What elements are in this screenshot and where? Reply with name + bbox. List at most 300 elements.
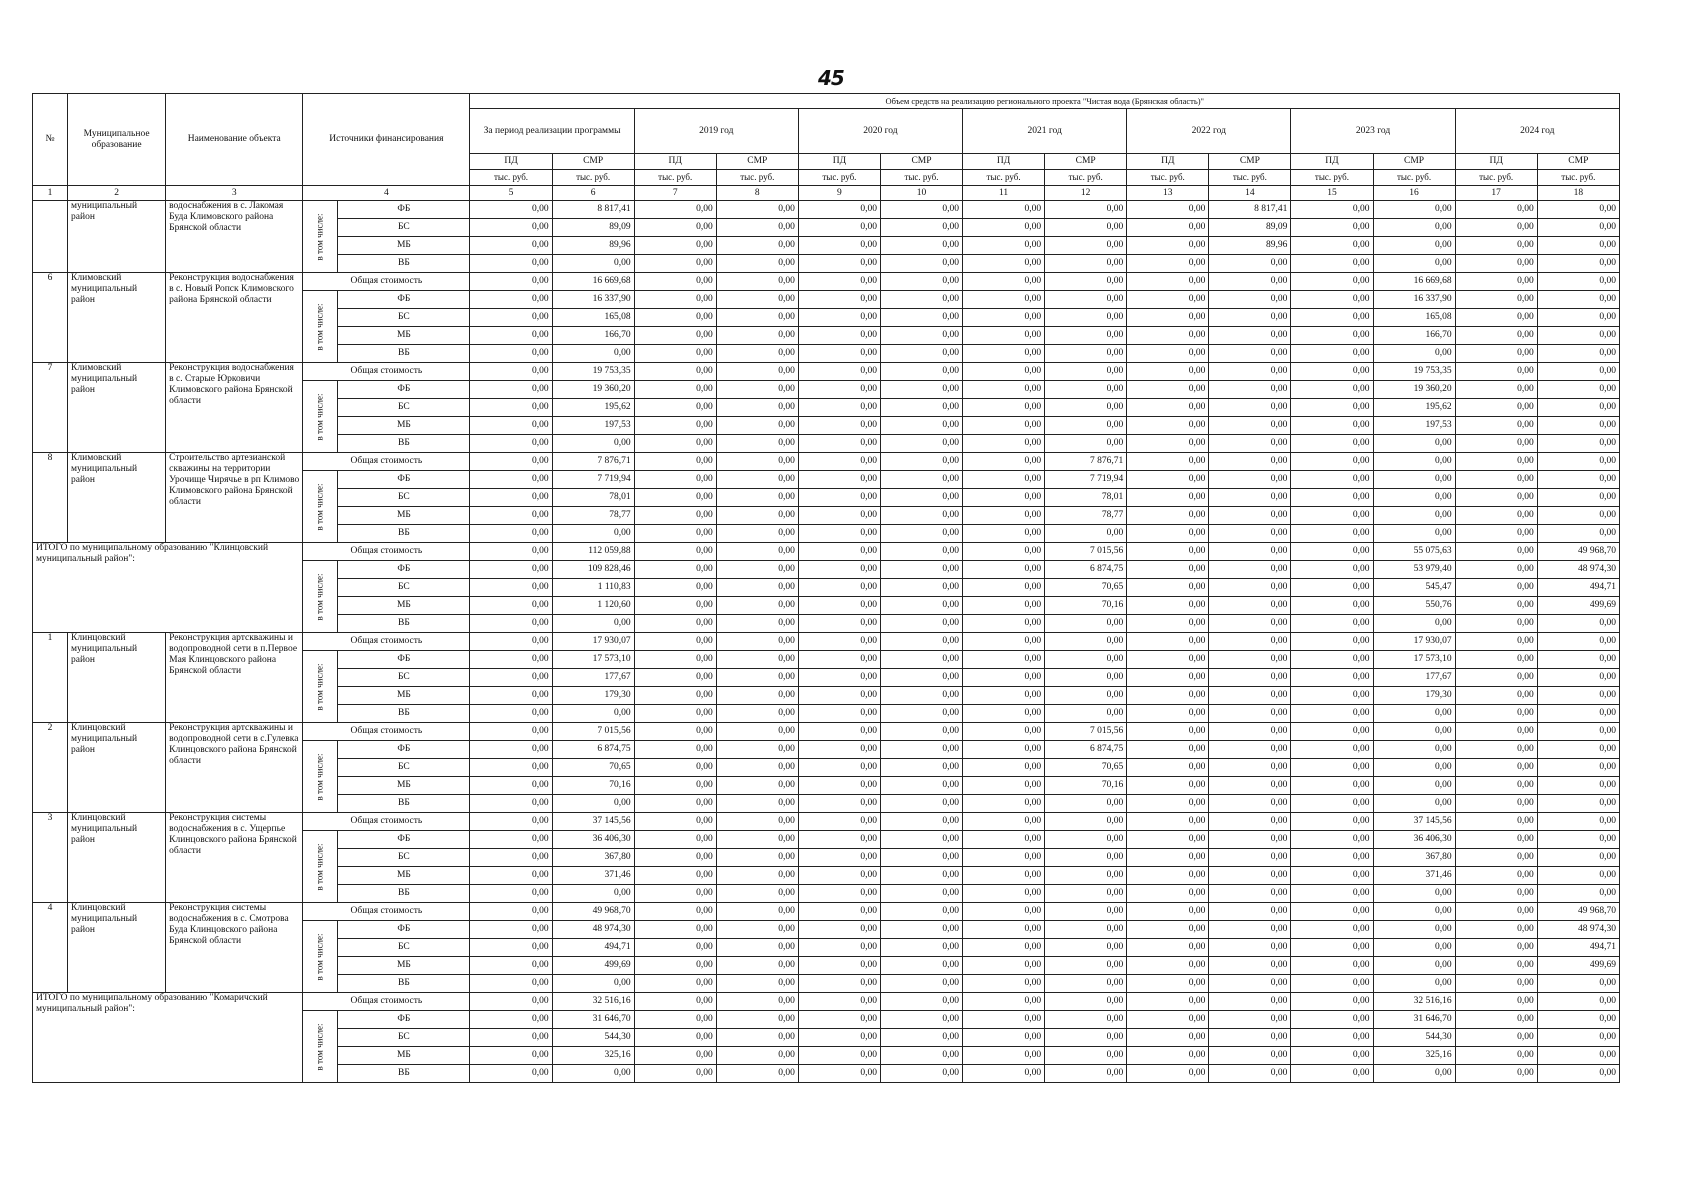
value-cell: 0,00 bbox=[1045, 669, 1127, 687]
value-cell: 0,00 bbox=[716, 1029, 798, 1047]
value-cell: 0,00 bbox=[1455, 435, 1537, 453]
value-cell: 0,00 bbox=[716, 615, 798, 633]
value-cell: 0,00 bbox=[963, 957, 1045, 975]
value-cell: 0,00 bbox=[1291, 651, 1373, 669]
total-cost-label: Общая стоимость bbox=[303, 363, 470, 381]
value-cell: 0,00 bbox=[1291, 777, 1373, 795]
value-cell: 0,00 bbox=[470, 417, 552, 435]
row-number: 3 bbox=[33, 813, 68, 903]
funding-source: МБ bbox=[338, 867, 470, 885]
value-cell: 0,00 bbox=[1209, 795, 1291, 813]
value-cell: 0,00 bbox=[1373, 453, 1455, 471]
value-cell: 0,00 bbox=[1537, 615, 1619, 633]
value-cell: 0,00 bbox=[1209, 525, 1291, 543]
value-cell: 371,46 bbox=[552, 867, 634, 885]
value-cell: 0,00 bbox=[798, 237, 880, 255]
value-cell: 0,00 bbox=[1045, 867, 1127, 885]
value-cell: 0,00 bbox=[470, 435, 552, 453]
value-cell: 0,00 bbox=[880, 381, 962, 399]
value-cell: 0,00 bbox=[1455, 453, 1537, 471]
value-cell: 0,00 bbox=[634, 1065, 716, 1083]
value-cell: 0,00 bbox=[963, 381, 1045, 399]
value-cell: 0,00 bbox=[1045, 849, 1127, 867]
value-cell: 0,00 bbox=[1537, 327, 1619, 345]
value-cell: 0,00 bbox=[798, 975, 880, 993]
value-cell: 0,00 bbox=[880, 309, 962, 327]
funding-source: МБ bbox=[338, 507, 470, 525]
value-cell: 0,00 bbox=[1209, 309, 1291, 327]
value-cell: 0,00 bbox=[1045, 417, 1127, 435]
value-cell: 0,00 bbox=[634, 795, 716, 813]
value-cell: 0,00 bbox=[1209, 975, 1291, 993]
value-cell: 0,00 bbox=[798, 327, 880, 345]
value-cell: 0,00 bbox=[1209, 885, 1291, 903]
value-cell: 0,00 bbox=[1537, 435, 1619, 453]
value-cell: 0,00 bbox=[798, 345, 880, 363]
value-cell: 0,00 bbox=[634, 525, 716, 543]
header-pd: ПД bbox=[1291, 154, 1373, 170]
value-cell: 0,00 bbox=[1455, 525, 1537, 543]
value-cell: 197,53 bbox=[552, 417, 634, 435]
value-cell: 0,00 bbox=[1045, 903, 1127, 921]
header-pd: ПД bbox=[1127, 154, 1209, 170]
value-cell: 0,00 bbox=[798, 939, 880, 957]
value-cell: 0,00 bbox=[470, 831, 552, 849]
value-cell: 48 974,30 bbox=[1537, 921, 1619, 939]
header-sources: Источники финансирования bbox=[303, 94, 470, 186]
in-that-text: в том числе: bbox=[314, 933, 325, 980]
value-cell: 0,00 bbox=[1209, 597, 1291, 615]
value-cell: 0,00 bbox=[1455, 723, 1537, 741]
value-cell: 0,00 bbox=[1127, 993, 1209, 1011]
value-cell: 166,70 bbox=[1373, 327, 1455, 345]
header-object: Наименование объекта bbox=[166, 94, 303, 186]
in-that-label bbox=[303, 651, 338, 723]
value-cell: 0,00 bbox=[1455, 867, 1537, 885]
value-cell: 0,00 bbox=[798, 687, 880, 705]
value-cell: 0,00 bbox=[716, 759, 798, 777]
value-cell: 0,00 bbox=[1455, 885, 1537, 903]
value-cell: 48 974,30 bbox=[552, 921, 634, 939]
value-cell: 0,00 bbox=[634, 309, 716, 327]
value-cell: 0,00 bbox=[1291, 633, 1373, 651]
value-cell: 0,00 bbox=[1209, 957, 1291, 975]
value-cell: 0,00 bbox=[1455, 237, 1537, 255]
value-cell: 0,00 bbox=[798, 273, 880, 291]
value-cell: 0,00 bbox=[1127, 1011, 1209, 1029]
value-cell: 0,00 bbox=[798, 435, 880, 453]
object-name: Реконструкция артскважины и водопроводной сети в с.Гулевка Клинцовского района Брянской области bbox=[166, 723, 303, 813]
value-cell: 0,00 bbox=[1537, 687, 1619, 705]
row-number: 8 bbox=[33, 453, 68, 543]
value-cell: 0,00 bbox=[552, 255, 634, 273]
value-cell: 0,00 bbox=[880, 453, 962, 471]
value-cell: 0,00 bbox=[1045, 291, 1127, 309]
value-cell: 0,00 bbox=[634, 939, 716, 957]
value-cell: 0,00 bbox=[1127, 543, 1209, 561]
funding-source: ФБ bbox=[338, 471, 470, 489]
value-cell: 0,00 bbox=[880, 651, 962, 669]
value-cell: 0,00 bbox=[1537, 399, 1619, 417]
header-unit: тыс. руб. bbox=[880, 170, 962, 186]
value-cell: 0,00 bbox=[716, 993, 798, 1011]
value-cell: 0,00 bbox=[1537, 219, 1619, 237]
value-cell: 89,09 bbox=[552, 219, 634, 237]
value-cell: 0,00 bbox=[963, 435, 1045, 453]
value-cell: 0,00 bbox=[470, 381, 552, 399]
value-cell: 499,69 bbox=[1537, 957, 1619, 975]
value-cell: 0,00 bbox=[1537, 813, 1619, 831]
value-cell: 177,67 bbox=[1373, 669, 1455, 687]
value-cell: 0,00 bbox=[880, 291, 962, 309]
value-cell: 0,00 bbox=[798, 777, 880, 795]
value-cell: 0,00 bbox=[880, 705, 962, 723]
value-cell: 0,00 bbox=[1127, 1065, 1209, 1083]
value-cell: 0,00 bbox=[798, 759, 880, 777]
value-cell: 0,00 bbox=[1291, 399, 1373, 417]
value-cell: 0,00 bbox=[798, 705, 880, 723]
in-that-label bbox=[303, 381, 338, 453]
value-cell: 0,00 bbox=[716, 1047, 798, 1065]
header-pd: ПД bbox=[798, 154, 880, 170]
funding-source: ФБ bbox=[338, 381, 470, 399]
value-cell: 0,00 bbox=[470, 471, 552, 489]
value-cell: 0,00 bbox=[1291, 327, 1373, 345]
value-cell: 0,00 bbox=[634, 381, 716, 399]
value-cell: 0,00 bbox=[1455, 399, 1537, 417]
value-cell: 0,00 bbox=[1127, 831, 1209, 849]
value-cell: 0,00 bbox=[716, 255, 798, 273]
value-cell: 0,00 bbox=[1291, 363, 1373, 381]
value-cell: 0,00 bbox=[1045, 795, 1127, 813]
row-number: 1 bbox=[33, 633, 68, 723]
value-cell: 0,00 bbox=[1209, 273, 1291, 291]
value-cell: 0,00 bbox=[1209, 363, 1291, 381]
value-cell: 0,00 bbox=[1537, 363, 1619, 381]
value-cell: 0,00 bbox=[880, 741, 962, 759]
value-cell: 0,00 bbox=[798, 291, 880, 309]
value-cell: 32 516,16 bbox=[1373, 993, 1455, 1011]
header-column-number: 4 bbox=[303, 186, 470, 201]
in-that-text: в том числе: bbox=[314, 753, 325, 800]
value-cell: 0,00 bbox=[880, 921, 962, 939]
value-cell: 0,00 bbox=[880, 615, 962, 633]
value-cell: 0,00 bbox=[880, 327, 962, 345]
value-cell: 0,00 bbox=[963, 741, 1045, 759]
value-cell: 0,00 bbox=[1127, 633, 1209, 651]
value-cell: 0,00 bbox=[716, 741, 798, 759]
value-cell: 0,00 bbox=[1537, 795, 1619, 813]
value-cell: 0,00 bbox=[963, 237, 1045, 255]
value-cell: 0,00 bbox=[716, 399, 798, 417]
table-row bbox=[33, 903, 1620, 921]
value-cell: 0,00 bbox=[634, 561, 716, 579]
value-cell: 0,00 bbox=[798, 507, 880, 525]
value-cell: 0,00 bbox=[1455, 201, 1537, 219]
value-cell: 0,00 bbox=[716, 957, 798, 975]
value-cell: 0,00 bbox=[880, 255, 962, 273]
value-cell: 7 015,56 bbox=[1045, 543, 1127, 561]
value-cell: 0,00 bbox=[1291, 273, 1373, 291]
value-cell: 0,00 bbox=[1455, 507, 1537, 525]
value-cell: 1 110,83 bbox=[552, 579, 634, 597]
value-cell: 0,00 bbox=[798, 813, 880, 831]
value-cell: 0,00 bbox=[880, 1029, 962, 1047]
value-cell: 0,00 bbox=[716, 813, 798, 831]
value-cell: 0,00 bbox=[1045, 885, 1127, 903]
value-cell: 0,00 bbox=[1127, 813, 1209, 831]
value-cell: 0,00 bbox=[1127, 471, 1209, 489]
value-cell: 0,00 bbox=[1127, 291, 1209, 309]
value-cell: 17 573,10 bbox=[1373, 651, 1455, 669]
value-cell: 0,00 bbox=[716, 525, 798, 543]
value-cell: 0,00 bbox=[1127, 219, 1209, 237]
value-cell: 0,00 bbox=[1291, 795, 1373, 813]
value-cell: 16 669,68 bbox=[552, 273, 634, 291]
funding-source: МБ bbox=[338, 327, 470, 345]
value-cell: 0,00 bbox=[634, 885, 716, 903]
value-cell: 0,00 bbox=[634, 273, 716, 291]
value-cell: 0,00 bbox=[470, 219, 552, 237]
value-cell: 0,00 bbox=[470, 975, 552, 993]
value-cell: 0,00 bbox=[552, 435, 634, 453]
value-cell: 0,00 bbox=[963, 525, 1045, 543]
value-cell: 0,00 bbox=[1373, 1065, 1455, 1083]
value-cell: 0,00 bbox=[1127, 741, 1209, 759]
total-cost-label: Общая стоимость bbox=[303, 723, 470, 741]
value-cell: 0,00 bbox=[1291, 849, 1373, 867]
value-cell: 0,00 bbox=[963, 1029, 1045, 1047]
value-cell: 0,00 bbox=[880, 867, 962, 885]
value-cell: 112 059,88 bbox=[552, 543, 634, 561]
value-cell: 0,00 bbox=[1209, 327, 1291, 345]
header-period: 2023 год bbox=[1291, 109, 1455, 154]
value-cell: 0,00 bbox=[470, 1011, 552, 1029]
header-unit: тыс. руб. bbox=[1373, 170, 1455, 186]
value-cell: 70,16 bbox=[1045, 777, 1127, 795]
value-cell: 0,00 bbox=[1291, 201, 1373, 219]
value-cell: 0,00 bbox=[1373, 759, 1455, 777]
value-cell: 0,00 bbox=[1537, 237, 1619, 255]
value-cell: 0,00 bbox=[1209, 741, 1291, 759]
value-cell: 0,00 bbox=[470, 705, 552, 723]
value-cell: 0,00 bbox=[798, 399, 880, 417]
value-cell: 0,00 bbox=[963, 291, 1045, 309]
value-cell: 0,00 bbox=[880, 237, 962, 255]
value-cell: 0,00 bbox=[552, 345, 634, 363]
value-cell: 0,00 bbox=[470, 813, 552, 831]
value-cell: 0,00 bbox=[1455, 831, 1537, 849]
table-row bbox=[33, 633, 1620, 651]
value-cell: 0,00 bbox=[1373, 939, 1455, 957]
value-cell: 89,09 bbox=[1209, 219, 1291, 237]
value-cell: 0,00 bbox=[1291, 885, 1373, 903]
funding-source: БС bbox=[338, 849, 470, 867]
value-cell: 0,00 bbox=[716, 597, 798, 615]
value-cell: 0,00 bbox=[1209, 345, 1291, 363]
value-cell: 0,00 bbox=[552, 525, 634, 543]
header-smr: СМР bbox=[1537, 154, 1619, 170]
value-cell: 0,00 bbox=[716, 669, 798, 687]
value-cell: 0,00 bbox=[798, 903, 880, 921]
value-cell: 0,00 bbox=[798, 849, 880, 867]
value-cell: 19 360,20 bbox=[552, 381, 634, 399]
value-cell: 0,00 bbox=[880, 939, 962, 957]
value-cell: 49 968,70 bbox=[1537, 903, 1619, 921]
value-cell: 0,00 bbox=[1127, 345, 1209, 363]
municipality-name: муниципальный район bbox=[68, 201, 166, 273]
value-cell: 0,00 bbox=[1455, 957, 1537, 975]
value-cell: 0,00 bbox=[1455, 1065, 1537, 1083]
in-that-text: в том числе: bbox=[314, 393, 325, 440]
value-cell: 0,00 bbox=[798, 471, 880, 489]
value-cell: 0,00 bbox=[634, 399, 716, 417]
in-that-label bbox=[303, 831, 338, 903]
value-cell: 0,00 bbox=[1537, 255, 1619, 273]
value-cell: 0,00 bbox=[1537, 417, 1619, 435]
value-cell: 0,00 bbox=[552, 885, 634, 903]
value-cell: 78,01 bbox=[1045, 489, 1127, 507]
header-column-number: 9 bbox=[798, 186, 880, 201]
value-cell: 0,00 bbox=[1045, 525, 1127, 543]
row-number bbox=[33, 201, 68, 273]
funding-source: ВБ bbox=[338, 795, 470, 813]
value-cell: 17 930,07 bbox=[1373, 633, 1455, 651]
value-cell: 0,00 bbox=[1455, 543, 1537, 561]
value-cell: 0,00 bbox=[470, 525, 552, 543]
value-cell: 0,00 bbox=[1455, 939, 1537, 957]
object-name: Реконструкция водоснабжения в с. Новый Ропск Климовского района Брянской области bbox=[166, 273, 303, 363]
value-cell: 0,00 bbox=[1291, 525, 1373, 543]
value-cell: 0,00 bbox=[1209, 1065, 1291, 1083]
value-cell: 0,00 bbox=[1455, 651, 1537, 669]
header-pd: ПД bbox=[1455, 154, 1537, 170]
value-cell: 0,00 bbox=[1455, 615, 1537, 633]
in-that-text: в том числе: bbox=[314, 843, 325, 890]
value-cell: 0,00 bbox=[798, 219, 880, 237]
value-cell: 0,00 bbox=[1127, 273, 1209, 291]
value-cell: 0,00 bbox=[1045, 993, 1127, 1011]
value-cell: 0,00 bbox=[798, 363, 880, 381]
value-cell: 0,00 bbox=[1045, 1065, 1127, 1083]
value-cell: 0,00 bbox=[634, 471, 716, 489]
value-cell: 0,00 bbox=[1455, 471, 1537, 489]
header-period: 2024 год bbox=[1455, 109, 1619, 154]
value-cell: 0,00 bbox=[470, 1029, 552, 1047]
value-cell: 0,00 bbox=[1455, 219, 1537, 237]
value-cell: 0,00 bbox=[1209, 903, 1291, 921]
value-cell: 0,00 bbox=[1455, 1047, 1537, 1065]
value-cell: 0,00 bbox=[716, 849, 798, 867]
object-name: Строительство артезианской скважины на территории Урочище Чирячье в рп Климово Климовского района Брянской области bbox=[166, 453, 303, 543]
value-cell: 0,00 bbox=[963, 939, 1045, 957]
value-cell: 0,00 bbox=[1291, 291, 1373, 309]
value-cell: 0,00 bbox=[798, 525, 880, 543]
value-cell: 78,77 bbox=[1045, 507, 1127, 525]
header-unit: тыс. руб. bbox=[1291, 170, 1373, 186]
value-cell: 53 979,40 bbox=[1373, 561, 1455, 579]
value-cell: 0,00 bbox=[1045, 813, 1127, 831]
value-cell: 0,00 bbox=[963, 255, 1045, 273]
funding-source: ВБ bbox=[338, 1065, 470, 1083]
value-cell: 0,00 bbox=[470, 921, 552, 939]
value-cell: 0,00 bbox=[470, 327, 552, 345]
value-cell: 494,71 bbox=[552, 939, 634, 957]
value-cell: 0,00 bbox=[1373, 777, 1455, 795]
value-cell: 0,00 bbox=[552, 705, 634, 723]
value-cell: 0,00 bbox=[880, 363, 962, 381]
value-cell: 0,00 bbox=[1455, 489, 1537, 507]
value-cell: 0,00 bbox=[716, 201, 798, 219]
value-cell: 0,00 bbox=[1455, 975, 1537, 993]
municipality-name: Клинцовский муниципальный район bbox=[68, 903, 166, 993]
table-row bbox=[33, 543, 1620, 561]
value-cell: 0,00 bbox=[1537, 993, 1619, 1011]
value-cell: 0,00 bbox=[1373, 957, 1455, 975]
funding-source: БС bbox=[338, 489, 470, 507]
value-cell: 0,00 bbox=[1455, 363, 1537, 381]
value-cell: 0,00 bbox=[716, 219, 798, 237]
value-cell: 0,00 bbox=[1045, 273, 1127, 291]
value-cell: 0,00 bbox=[1455, 273, 1537, 291]
value-cell: 0,00 bbox=[552, 1065, 634, 1083]
value-cell: 0,00 bbox=[1127, 795, 1209, 813]
value-cell: 0,00 bbox=[1455, 669, 1537, 687]
value-cell: 7 876,71 bbox=[1045, 453, 1127, 471]
value-cell: 89,96 bbox=[1209, 237, 1291, 255]
value-cell: 0,00 bbox=[1045, 687, 1127, 705]
value-cell: 70,65 bbox=[1045, 579, 1127, 597]
value-cell: 32 516,16 bbox=[552, 993, 634, 1011]
value-cell: 0,00 bbox=[1373, 795, 1455, 813]
value-cell: 0,00 bbox=[470, 561, 552, 579]
value-cell: 0,00 bbox=[1045, 615, 1127, 633]
value-cell: 0,00 bbox=[963, 669, 1045, 687]
value-cell: 0,00 bbox=[1045, 1011, 1127, 1029]
funding-source: ВБ bbox=[338, 345, 470, 363]
value-cell: 0,00 bbox=[1209, 993, 1291, 1011]
value-cell: 179,30 bbox=[552, 687, 634, 705]
value-cell: 0,00 bbox=[1127, 723, 1209, 741]
value-cell: 0,00 bbox=[963, 399, 1045, 417]
value-cell: 0,00 bbox=[470, 903, 552, 921]
funding-source: МБ bbox=[338, 687, 470, 705]
value-cell: 0,00 bbox=[634, 993, 716, 1011]
value-cell: 544,30 bbox=[552, 1029, 634, 1047]
value-cell: 0,00 bbox=[634, 579, 716, 597]
value-cell: 0,00 bbox=[1209, 813, 1291, 831]
header-no: № bbox=[33, 94, 68, 186]
value-cell: 109 828,46 bbox=[552, 561, 634, 579]
value-cell: 0,00 bbox=[1127, 525, 1209, 543]
header-column-number: 15 bbox=[1291, 186, 1373, 201]
value-cell: 0,00 bbox=[963, 813, 1045, 831]
header-smr: СМР bbox=[1209, 154, 1291, 170]
funding-source: ФБ bbox=[338, 831, 470, 849]
value-cell: 0,00 bbox=[716, 1011, 798, 1029]
table-row bbox=[33, 813, 1620, 831]
total-cost-label: Общая стоимость bbox=[303, 543, 470, 561]
value-cell: 0,00 bbox=[798, 867, 880, 885]
value-cell: 0,00 bbox=[1045, 975, 1127, 993]
value-cell: 0,00 bbox=[880, 831, 962, 849]
value-cell: 0,00 bbox=[1127, 363, 1209, 381]
value-cell: 0,00 bbox=[470, 237, 552, 255]
value-cell: 177,67 bbox=[552, 669, 634, 687]
in-that-label bbox=[303, 291, 338, 363]
value-cell: 0,00 bbox=[963, 1065, 1045, 1083]
value-cell: 545,47 bbox=[1373, 579, 1455, 597]
